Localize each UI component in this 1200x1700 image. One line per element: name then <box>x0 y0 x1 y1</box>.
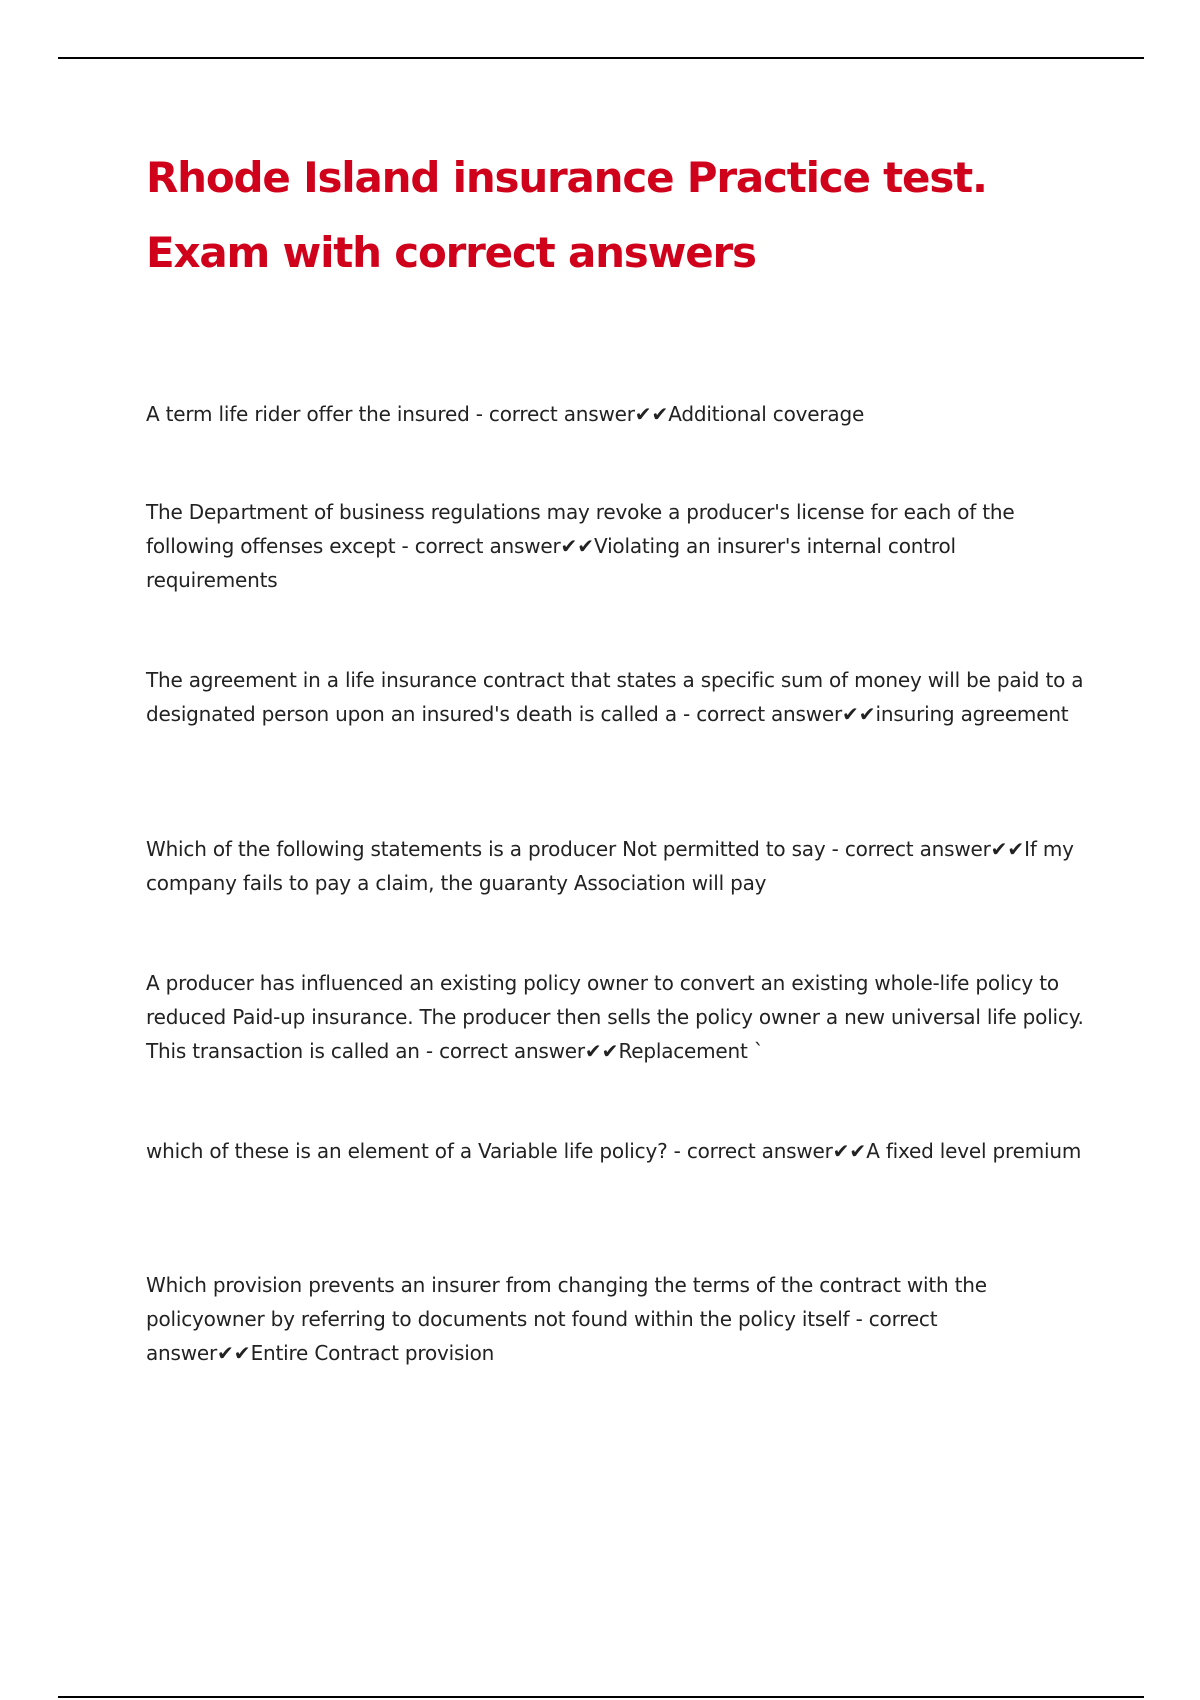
double-check-icon: ✔✔ <box>634 402 669 426</box>
double-check-icon: ✔✔ <box>560 534 595 558</box>
double-check-icon: ✔✔ <box>584 1039 619 1063</box>
question-text: A term life rider offer the insured <box>146 402 470 426</box>
answer-text: A fixed level premium <box>866 1139 1082 1163</box>
qa-item-5 <box>146 966 1086 1068</box>
question-text: which of these is an element of a Variable life policy? <box>146 1139 668 1163</box>
qa-item-3 <box>146 663 1086 731</box>
page-title: Rhode Island insurance Practice test. Exam with correct answers <box>146 153 987 277</box>
double-check-icon: ✔✔ <box>217 1341 251 1365</box>
answer-separator: - correct answer <box>146 1307 938 1365</box>
double-check-icon: ✔✔ <box>842 702 876 726</box>
answer-separator: - correct answer <box>469 402 635 426</box>
top-rule <box>58 57 1144 59</box>
qa-item-6 <box>146 1134 1086 1168</box>
question-text: The agreement in a life insurance contract that states a specific sum of money will be paid to a designated person upon an insured's death is called a <box>146 668 1084 726</box>
double-check-icon: ✔✔ <box>990 837 1025 861</box>
answer-separator: - correct answer <box>395 534 561 558</box>
answer-text: If my company fails to pay a claim, the guaranty Association will pay <box>146 837 1074 895</box>
qa-item-7 <box>146 1268 1086 1370</box>
answer-separator: - correct answer <box>419 1039 585 1063</box>
question-text: The Department of business regulations may revoke a producer's license for each of the following offenses except <box>146 500 1015 558</box>
qa-item-1 <box>146 397 1086 431</box>
answer-separator: - correct answer <box>667 1139 833 1163</box>
answer-text: Violating an insurer's internal control requirements <box>146 534 956 592</box>
answer-text: Entire Contract provision <box>250 1341 495 1365</box>
question-text: Which of the following statements is a producer Not permitted to say <box>146 837 826 861</box>
qa-item-2 <box>146 495 1086 597</box>
question-text: Which provision prevents an insurer from changing the terms of the contract with the policyowner by referring to documents not found within the policy itself <box>146 1273 987 1331</box>
bottom-rule <box>58 1696 1144 1698</box>
double-check-icon: ✔✔ <box>832 1139 867 1163</box>
answer-separator: - correct answer <box>825 837 991 861</box>
question-text: A producer has influenced an existing policy owner to convert an existing whole-life policy to reduced Paid-up insurance. The producer then sells the policy owner a new universal life policy. This transaction is called an <box>146 971 1084 1063</box>
qa-item-4 <box>146 832 1086 900</box>
answer-text: insuring agreement <box>875 702 1069 726</box>
answer-separator: - correct answer <box>676 702 843 726</box>
answer-text: Replacement ` <box>618 1039 764 1063</box>
answer-text: Additional coverage <box>668 402 865 426</box>
